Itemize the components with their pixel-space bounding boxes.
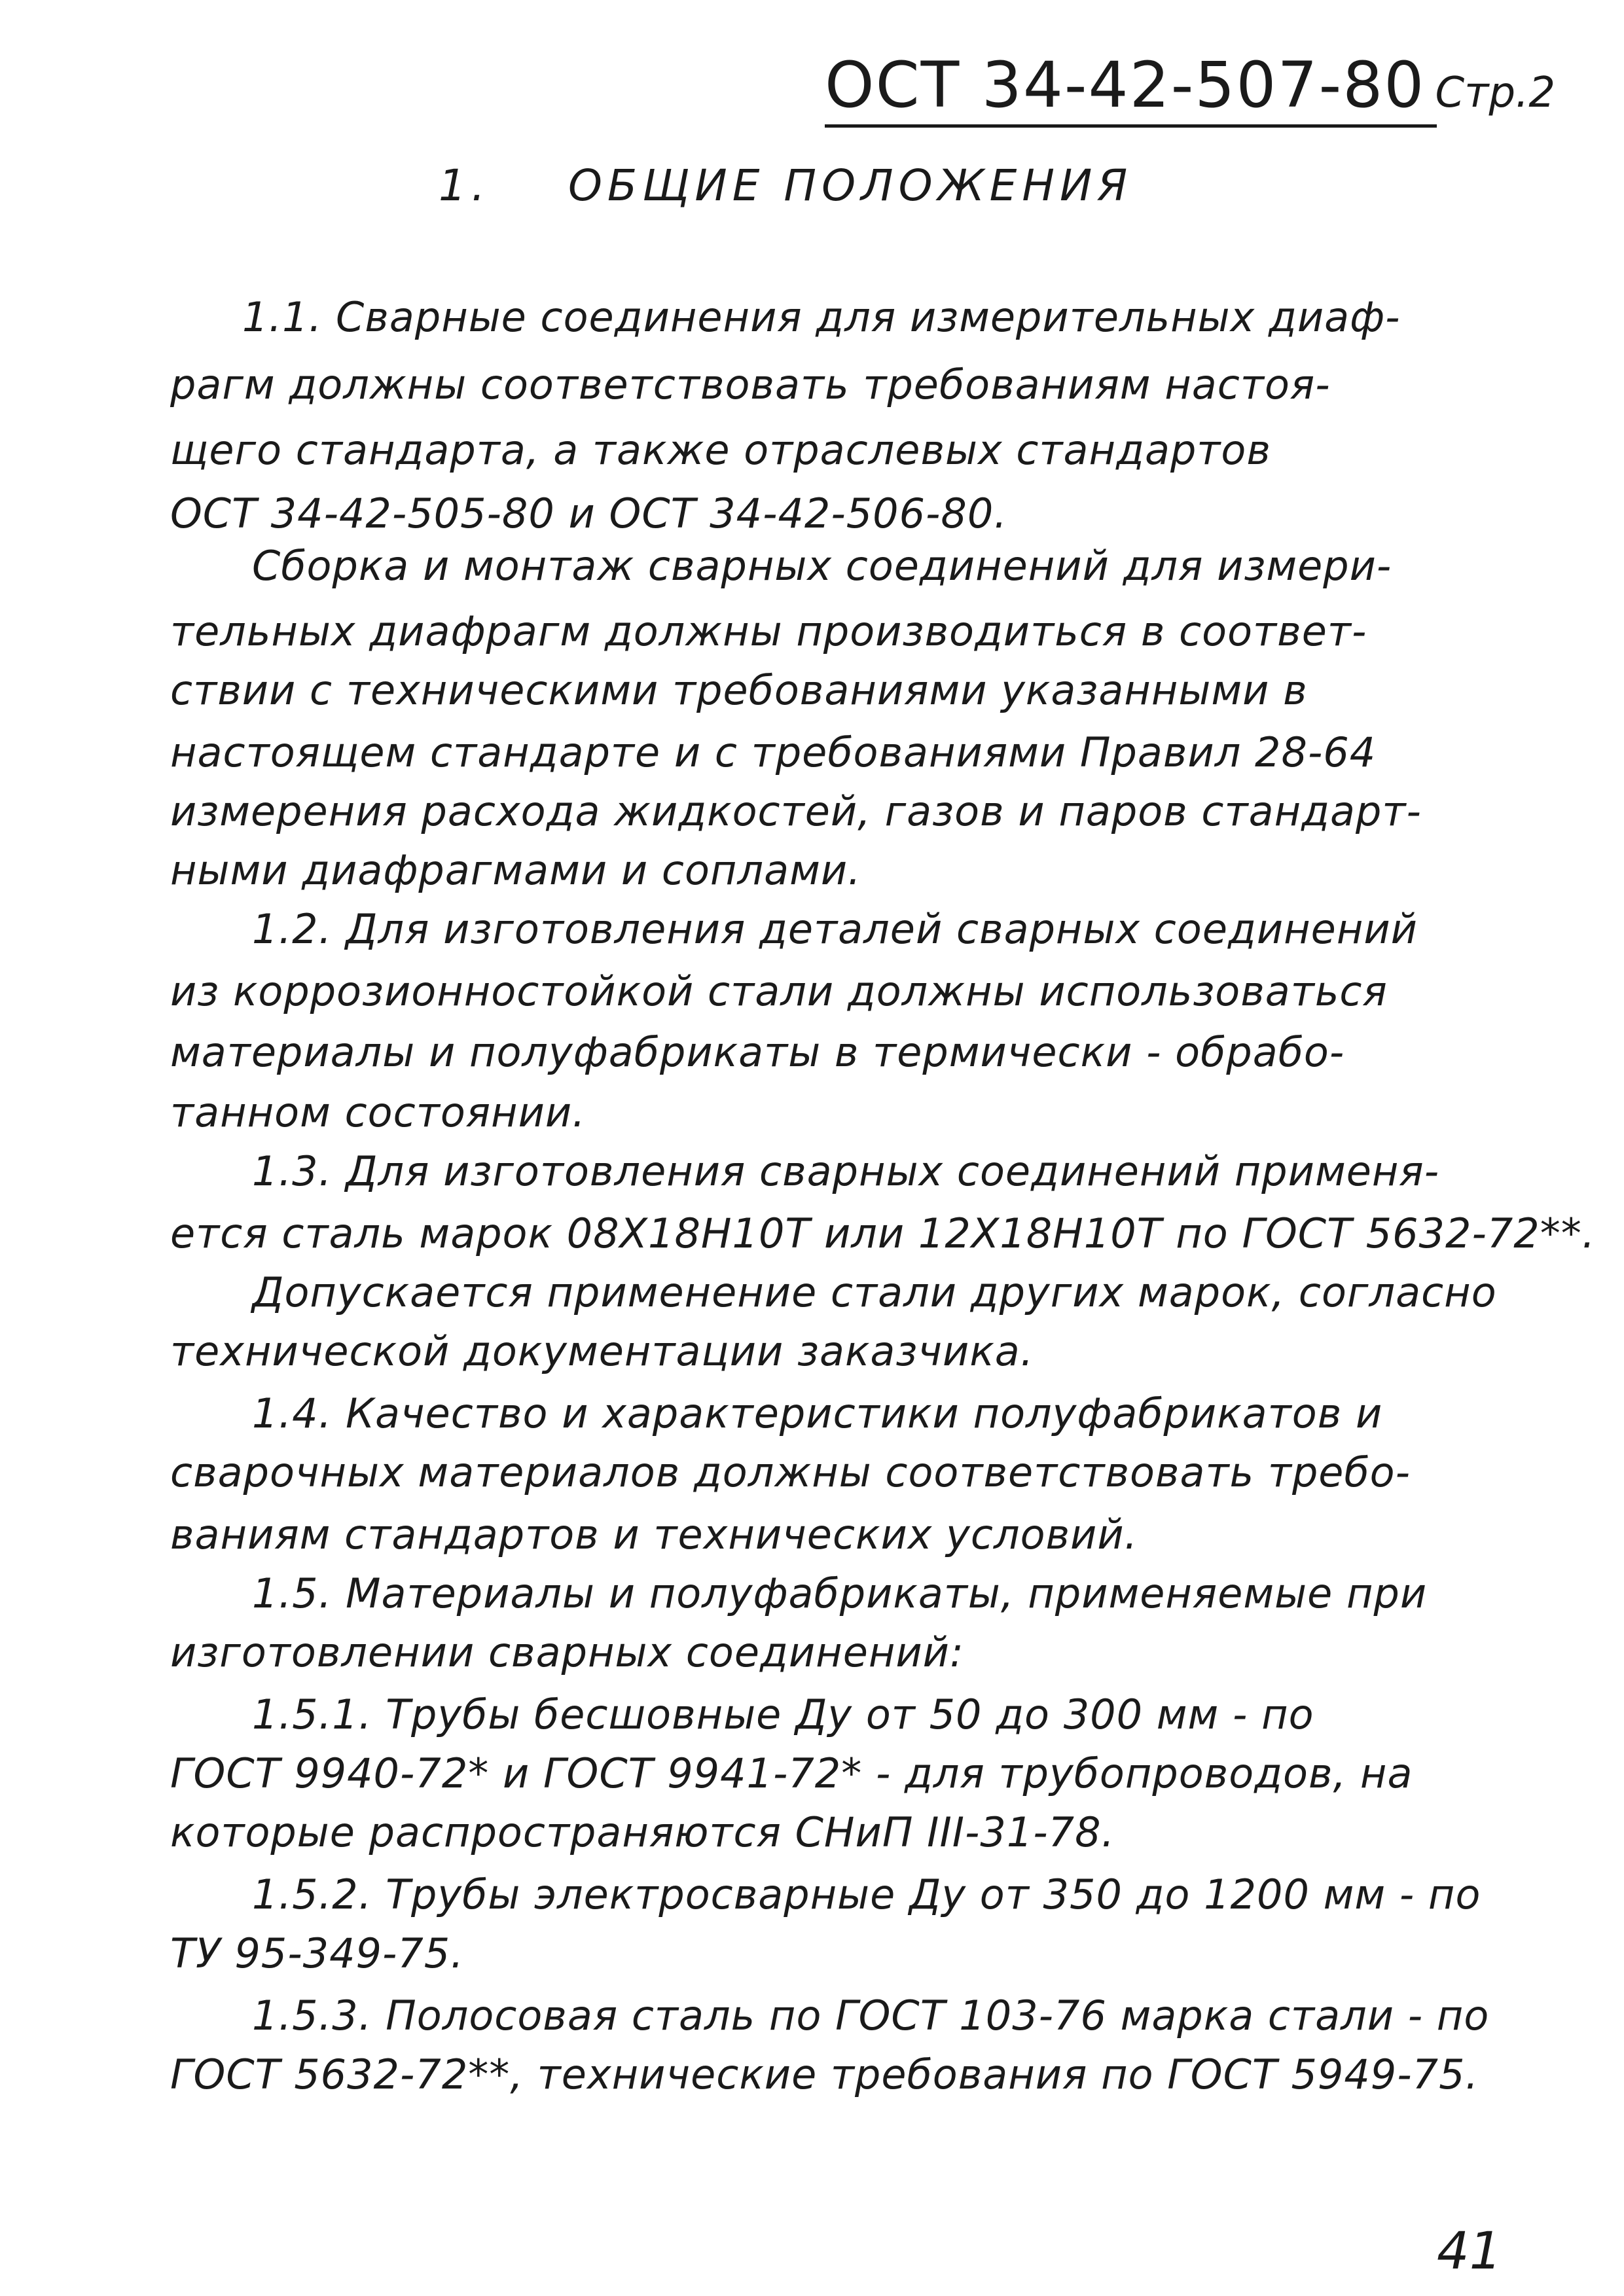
text-line: которые распространяются СНиП III-31-78.	[170, 1808, 1115, 1856]
text-line: Допускается применение стали других марок, согласно	[252, 1268, 1497, 1316]
text-line: ОСТ 34-42-505-80 и ОСТ 34-42-506-80.	[170, 490, 1008, 537]
text-line: ваниям стандартов и технических условий.	[170, 1511, 1138, 1558]
text-line: ГОСТ 9940-72* и ГОСТ 9941-72* - для трубопроводов, на	[170, 1749, 1413, 1797]
text-line: сварочных материалов должны соответствовать требо-	[170, 1448, 1411, 1496]
text-line: изготовлении сварных соединений:	[170, 1628, 964, 1676]
standard-code: ОСТ 34-42-507-80	[825, 48, 1426, 122]
text-line: 1.1. Сварные соединения для измерительных диаф-	[242, 293, 1401, 341]
text-line: 1.5.2. Трубы электросварные Ду от 350 до 1200 мм - по	[252, 1871, 1481, 1918]
text-line: 1.5.3. Полосовая сталь по ГОСТ 103-76 марка стали - по	[252, 1992, 1490, 2039]
page-label: Стр.2	[1435, 69, 1556, 117]
text-line: настоящем стандарте и с требованиями Правил 28-64	[170, 728, 1377, 776]
document-header	[825, 46, 1556, 128]
text-line: измерения расхода жидкостей, газов и паров стандарт-	[170, 787, 1422, 835]
page-number: 41	[1437, 2222, 1502, 2281]
text-line: ется сталь марок 08Х18Н10Т или 12Х18Н10Т по ГОСТ 5632-72**.	[170, 1210, 1596, 1257]
section-title	[439, 160, 1132, 211]
text-line: ными диафрагмами и соплами.	[170, 846, 861, 894]
text-line: тельных диафрагм должны производиться в соответ-	[170, 607, 1367, 655]
text-line: 1.5. Материалы и полуфабрикаты, применяемые при	[252, 1570, 1428, 1617]
text-line: 1.3. Для изготовления сварных соединений применя-	[252, 1147, 1440, 1195]
text-line: 1.4. Качество и характеристики полуфабрикатов и	[252, 1390, 1383, 1437]
section-title-text: ОБЩИЕ ПОЛОЖЕНИЯ	[568, 160, 1133, 211]
text-line: 1.2. Для изготовления деталей сварных соединений	[252, 905, 1418, 953]
section-number: 1.	[439, 160, 490, 211]
text-line: рагм должны соответствовать требованиям настоя-	[170, 361, 1331, 408]
text-line: ствии с техническими требованиями указанными в	[170, 666, 1308, 714]
text-line: материалы и полуфабрикаты в термически - обрабо-	[170, 1028, 1345, 1076]
text-line: щего стандарта, а также отраслевых стандартов	[170, 426, 1271, 474]
text-line: из коррозионностойкой стали должны использоваться	[170, 967, 1388, 1015]
text-line: танном состоянии.	[170, 1088, 586, 1136]
text-line: Сборка и монтаж сварных соединений для измери-	[252, 542, 1392, 590]
text-line: технической документации заказчика.	[170, 1327, 1034, 1375]
text-line: ТУ 95-349-75.	[170, 1929, 464, 1977]
text-line: 1.5.1. Трубы бесшовные Ду от 50 до 300 мм - по	[252, 1691, 1314, 1738]
text-line: ГОСТ 5632-72**, технические требования по ГОСТ 5949-75.	[170, 2051, 1479, 2098]
